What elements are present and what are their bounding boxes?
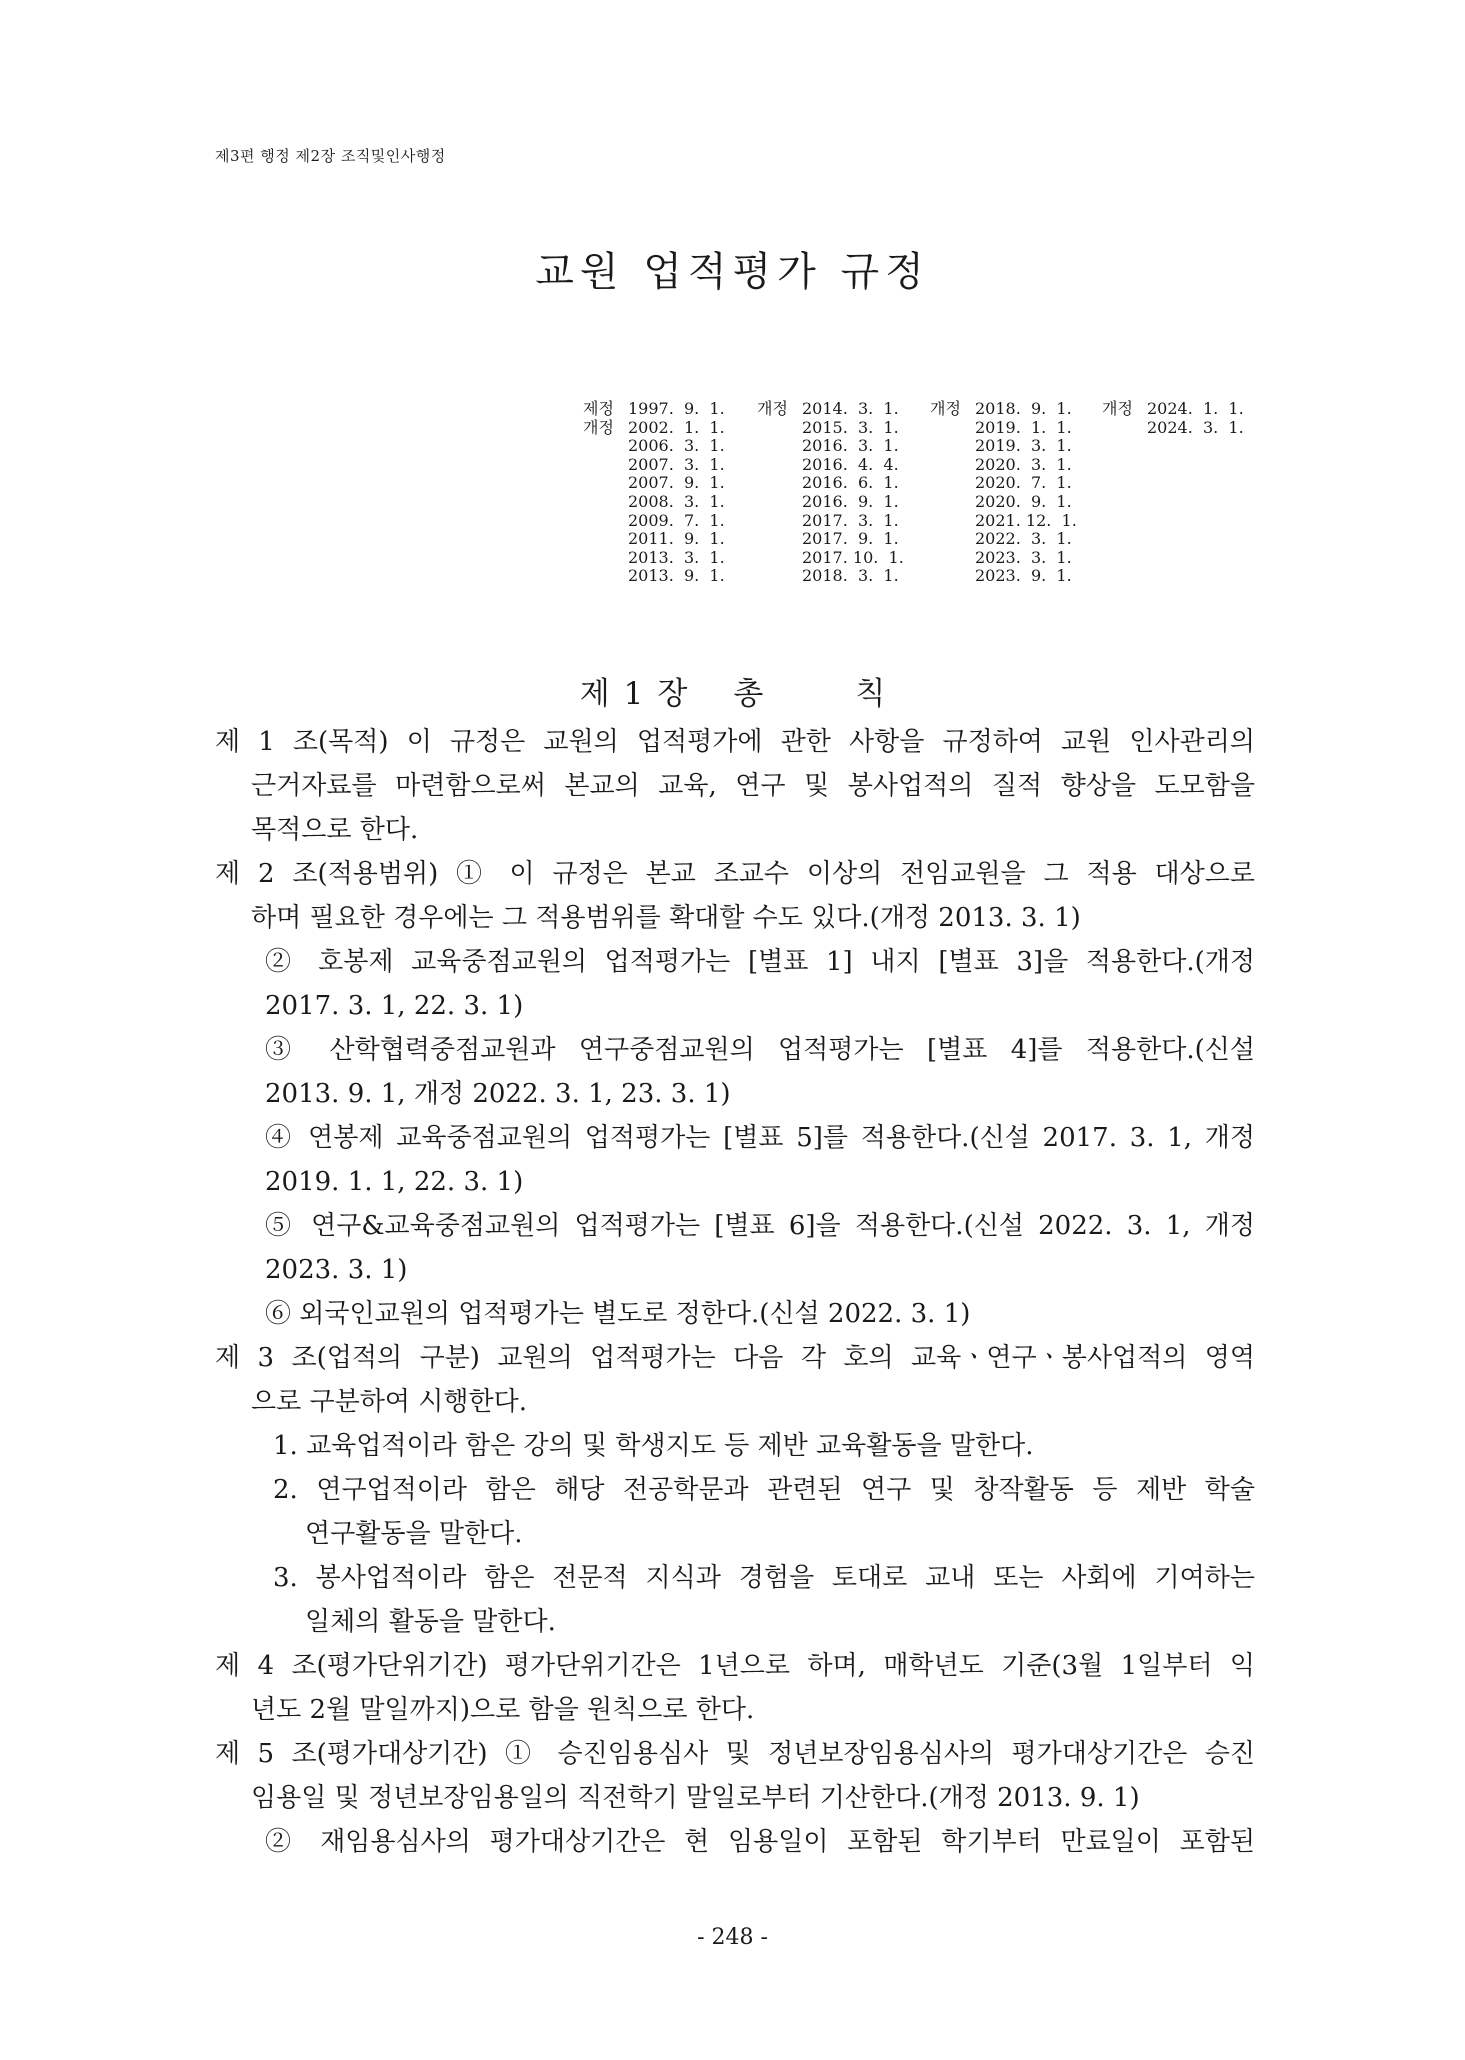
revision-date: 2023. 3. 1. — [975, 547, 1072, 567]
revision-date: 2021. 12. 1. — [975, 510, 1077, 530]
revision-date: 2018. 9. 1. — [975, 399, 1072, 418]
article-line: 제 3 조(업적의 구분) 교원의 업적평가는 다음 각 호의 교육ㆍ연구ㆍ봉사업적의 영역 — [215, 1343, 1255, 1373]
revision-date: 1997. 9. 1. — [628, 399, 725, 418]
revision-date: 2011. 9. 1. — [628, 529, 725, 549]
revision-date: 2020. 7. 1. — [975, 473, 1072, 493]
revision-label: 개정 — [1102, 399, 1133, 418]
body-line: 으로 구분하여 시행한다. — [251, 1387, 527, 1417]
body-line: 임용일 및 정년보장임용일의 직전학기 말일로부터 기산한다.(개정 2013. 9. 1) — [251, 1783, 1140, 1813]
chapter-number: 1 — [623, 676, 644, 712]
revision-label: 개정 — [583, 417, 614, 437]
revision-date: 2007. 3. 1. — [628, 454, 725, 474]
running-header: 제3편 행정 제2장 조직및인사행정 — [215, 147, 446, 165]
revision-label: 제정 — [583, 399, 614, 418]
body-line: 일체의 활동을 말한다. — [305, 1607, 556, 1637]
revision-date: 2007. 9. 1. — [628, 473, 725, 493]
revision-date: 2016. 3. 1. — [802, 436, 899, 456]
revision-date: 2017. 9. 1. — [802, 529, 899, 549]
revision-date: 2013. 3. 1. — [628, 547, 725, 567]
revision-dates — [975, 400, 1077, 586]
revision-date: 2019. 1. 1. — [975, 417, 1072, 437]
revision-date: 2024. 1. 1. — [1147, 399, 1244, 418]
revision-labels — [583, 400, 614, 437]
article-line: 제 2 조(적용범위) ① 이 규정은 본교 조교수 이상의 전임교원을 그 적용 대상으로 — [215, 859, 1255, 889]
body-line: 근거자료를 마련함으로써 본교의 교육, 연구 및 봉사업적의 질적 향상을 도모함을 — [251, 771, 1255, 801]
revision-date: 2024. 3. 1. — [1147, 417, 1244, 437]
revision-date: 2016. 6. 1. — [802, 473, 899, 493]
body-line: 목적으로 한다. — [251, 815, 419, 845]
regulation-body — [215, 720, 1255, 1864]
revision-date: 2017. 3. 1. — [802, 510, 899, 530]
revision-date: 2013. 9. 1. — [628, 566, 725, 586]
revision-labels — [757, 400, 788, 419]
revision-dates — [628, 400, 725, 586]
body-line: ③ 산학협력중점교원과 연구중점교원의 업적평가는 [별표 4]를 적용한다.(신설 — [265, 1035, 1255, 1065]
body-line: 년도 2월 말일까지)으로 함을 원칙으로 한다. — [251, 1695, 755, 1725]
revision-dates — [1147, 400, 1244, 437]
revision-date: 2019. 3. 1. — [975, 436, 1072, 456]
revision-dates — [802, 400, 904, 586]
revision-date: 2022. 3. 1. — [975, 529, 1072, 549]
body-line: 연구활동을 말한다. — [305, 1519, 523, 1549]
body-line: 2019. 1. 1, 22. 3. 1) — [265, 1167, 524, 1197]
revision-date: 2006. 3. 1. — [628, 436, 725, 456]
body-line: 2017. 3. 1, 22. 3. 1) — [265, 991, 524, 1021]
revision-date: 2017. 10. 1. — [802, 547, 904, 567]
body-line: 2013. 9. 1, 개정 2022. 3. 1, 23. 3. 1) — [265, 1079, 731, 1109]
body-line: ⑤ 연구&교육중점교원의 업적평가는 [별표 6]을 적용한다.(신설 2022. 3. 1, 개정 — [265, 1211, 1255, 1241]
revision-date: 2014. 3. 1. — [802, 399, 899, 418]
body-line: 하며 필요한 경우에는 그 적용범위를 확대할 수도 있다.(개정 2013. 3. 1) — [251, 903, 1081, 933]
revision-date: 2016. 4. 4. — [802, 454, 899, 474]
body-line: 2023. 3. 1) — [265, 1255, 408, 1285]
revision-date: 2002. 1. 1. — [628, 417, 725, 437]
revision-date: 2018. 3. 1. — [802, 566, 899, 586]
chapter-heading — [0, 668, 1465, 713]
revision-date: 2015. 3. 1. — [802, 417, 899, 437]
chapter-word-1: 제 — [579, 676, 610, 712]
body-line: ④ 연봉제 교육중점교원의 업적평가는 [별표 5]를 적용한다.(신설 2017. 3. 1, 개정 — [265, 1123, 1255, 1153]
body-line: 1. 교육업적이라 함은 강의 및 학생지도 등 제반 교육활동을 말한다. — [273, 1431, 1034, 1461]
revision-label: 개정 — [930, 399, 961, 418]
revision-date: 2008. 3. 1. — [628, 491, 725, 511]
article-line: 제 4 조(평가단위기간) 평가단위기간은 1년으로 하며, 매학년도 기준(3월 1일부터 익 — [215, 1651, 1255, 1681]
revision-date: 2020. 3. 1. — [975, 454, 1072, 474]
revision-date: 2023. 9. 1. — [975, 566, 1072, 586]
body-line: ② 호봉제 교육중점교원의 업적평가는 [별표 1] 내지 [별표 3]을 적용한다.(개정 — [265, 947, 1255, 977]
article-line: 제 1 조(목적) 이 규정은 교원의 업적평가에 관한 사항을 규정하여 교원 인사관리의 — [215, 727, 1255, 757]
revision-date: 2009. 7. 1. — [628, 510, 725, 530]
body-line: 3. 봉사업적이라 함은 전문적 지식과 경험을 토대로 교내 또는 사회에 기여하는 — [273, 1563, 1255, 1593]
revision-date: 2020. 9. 1. — [975, 491, 1072, 511]
chapter-word-2: 장 — [657, 676, 688, 712]
body-line: ⑥ 외국인교원의 업적평가는 별도로 정한다.(신설 2022. 3. 1) — [265, 1299, 971, 1329]
body-line: 2. 연구업적이라 함은 해당 전공학문과 관련된 연구 및 창작활동 등 제반 학술 — [273, 1475, 1255, 1505]
body-line: ② 재임용심사의 평가대상기간은 현 임용일이 포함된 학기부터 만료일이 포함된 — [265, 1827, 1255, 1857]
revision-label: 개정 — [757, 399, 788, 418]
document-title: 교원 업적평가 규정 — [535, 249, 930, 295]
chapter-name-2: 칙 — [855, 676, 886, 712]
chapter-name-1: 총 — [733, 676, 764, 712]
revision-labels — [1102, 400, 1133, 419]
revision-labels — [930, 400, 961, 419]
article-line: 제 5 조(평가대상기간) ① 승진임용심사 및 정년보장임용심사의 평가대상기간은 승진 — [215, 1739, 1255, 1769]
revision-date: 2016. 9. 1. — [802, 491, 899, 511]
page-number: - 248 - — [697, 1925, 768, 1950]
